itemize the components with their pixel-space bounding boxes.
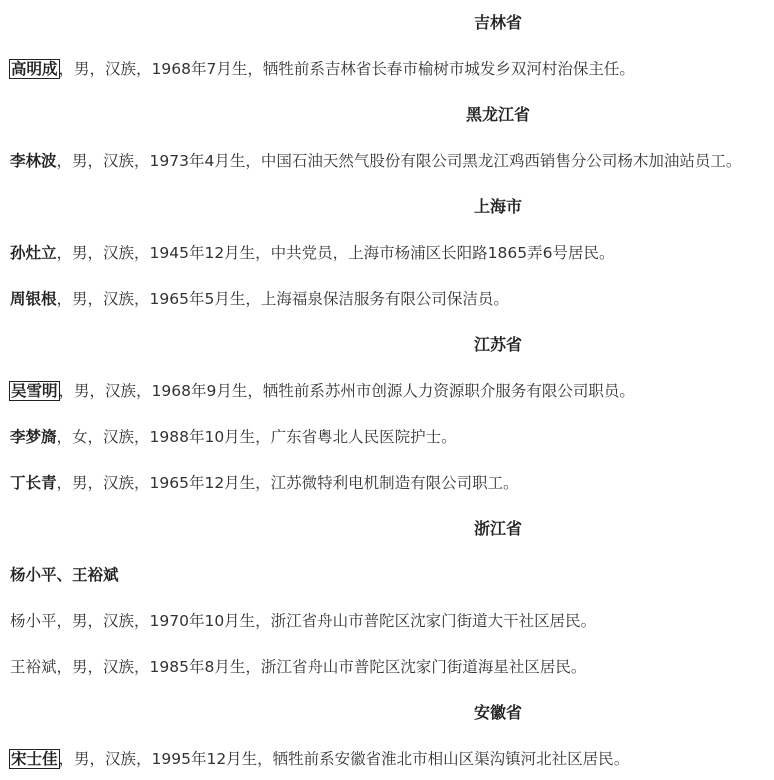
person-detail: ，男，汉族，1973年4月生，中国石油天然气股份有限公司黑龙江鸡西销售分公司杨木加油站员工。: [56, 152, 742, 170]
person-name: 丁长青: [10, 474, 57, 492]
person-name: 李梦旖: [10, 428, 57, 446]
person-detail: ，男，汉族，1968年7月生，牺牲前系吉林省长春市榆树市城发乡双河村治保主任。: [58, 60, 635, 78]
person-detail: ，女，汉族，1988年10月生，广东省粤北人民医院护士。: [56, 428, 457, 446]
province-heading-jiangsu: 江苏省: [473, 335, 522, 354]
entry-wu-xueming: [10, 380, 635, 402]
group-title: 杨小平、王裕斌: [10, 566, 119, 584]
person-name: 杨小平: [10, 612, 57, 630]
province-heading-heilongjiang: 黑龙江省: [465, 105, 530, 124]
person-name: 王裕斌: [10, 658, 57, 676]
person-name: 宋士佳: [11, 750, 58, 768]
entry-song-shijia: [10, 748, 629, 770]
person-detail: ，男，汉族，1968年9月生，牺牲前系苏州市创源人力资源职介服务有限公司职员。: [58, 382, 635, 400]
entry-ding-changqing: [10, 472, 519, 494]
province-heading-jilin: 吉林省: [473, 13, 522, 32]
person-detail: ，男，汉族，1985年8月生，浙江省舟山市普陀区沈家门街道海星社区居民。: [56, 658, 587, 676]
province-heading-zhejiang: 浙江省: [473, 519, 522, 538]
entry-li-mengyi: [10, 426, 457, 448]
province-heading-anhui: 安徽省: [473, 703, 522, 722]
person-name: 周银根: [10, 290, 57, 308]
person-name: 李林波: [10, 152, 57, 170]
person-name: 吴雪明: [11, 382, 58, 400]
person-detail: ，男，汉族，1965年12月生，江苏微特利电机制造有限公司职工。: [56, 474, 519, 492]
entry-wang-yubin: [10, 656, 586, 678]
person-detail: ，男，汉族，1970年10月生，浙江省舟山市普陀区沈家门街道大干社区居民。: [56, 612, 597, 630]
person-name: 高明成: [11, 60, 58, 78]
person-name: 孙灶立: [10, 244, 57, 262]
entry-sun-zaoli: [10, 242, 615, 264]
person-detail: ，男，汉族，1995年12月生，牺牲前系安徽省淮北市相山区渠沟镇河北社区居民。: [58, 750, 630, 768]
province-heading-shanghai: 上海市: [473, 197, 522, 216]
person-detail: ，男，汉族，1945年12月生，中共党员，上海市杨浦区长阳路1865弄6号居民。: [56, 244, 615, 262]
entry-yang-xiaoping: [10, 610, 596, 632]
entry-li-linbo: [10, 150, 741, 172]
entry-zhou-yingen: [10, 288, 509, 310]
entry-gao-mingcheng: [10, 58, 635, 80]
person-detail: ，男，汉族，1965年5月生，上海福泉保洁服务有限公司保洁员。: [56, 290, 509, 308]
